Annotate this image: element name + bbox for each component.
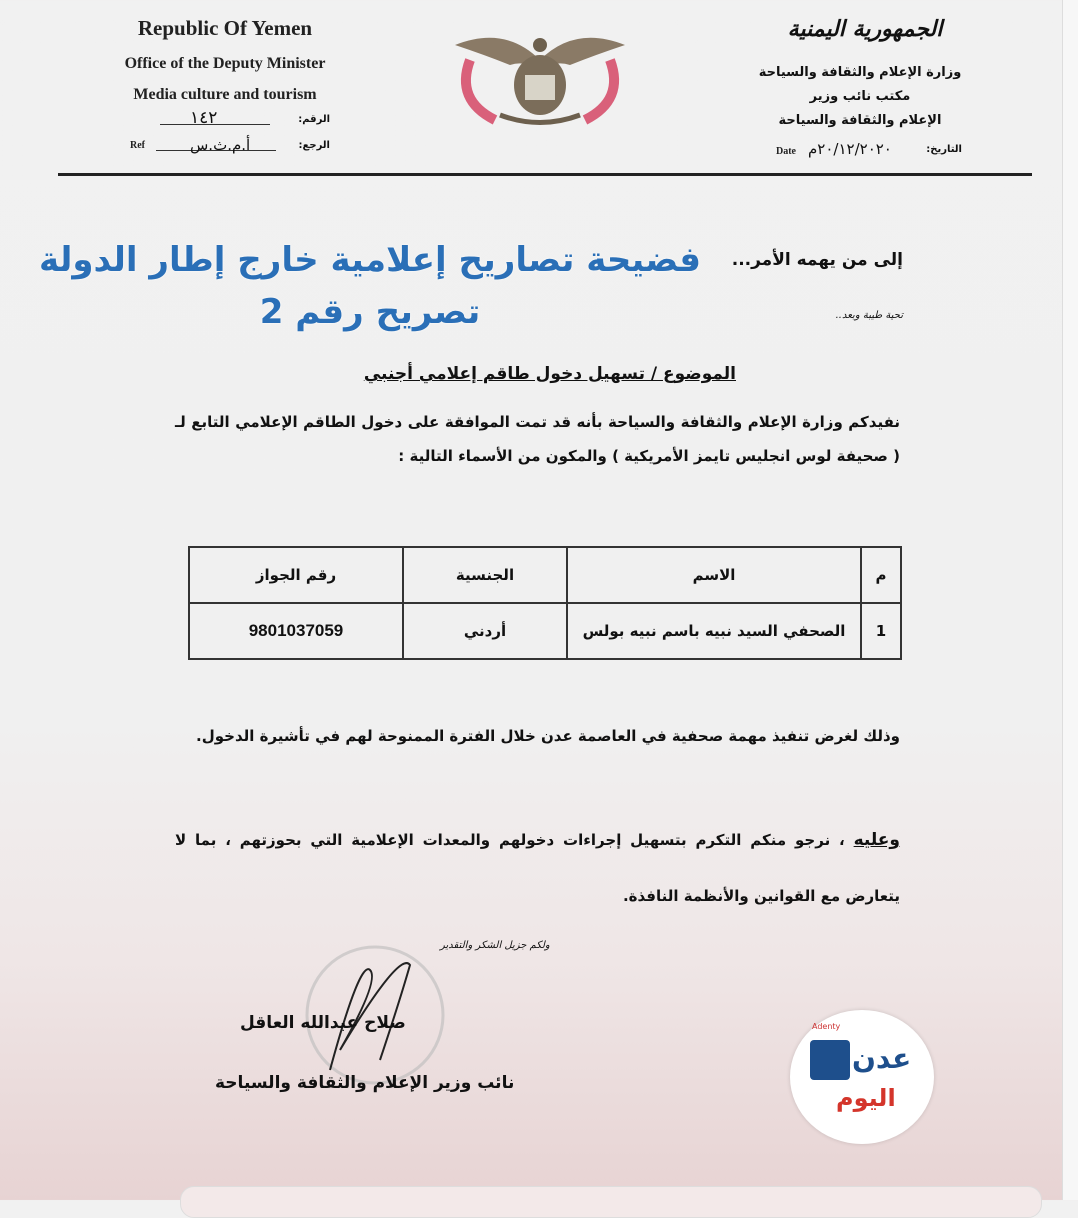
paragraph-approval: نفيدكم وزارة الإعلام والثقافة والسياحة بأنه قد تمت الموافقة على دخول الطاقم الإعلامي التابع لـ ( صحيفة لوس انجليس تايمز الأمريكية ) والمكون من الأسماء التالية : (175, 413, 900, 465)
signatory-title: نائب وزير الإعلام والثقافة والسياحة (215, 1073, 515, 1093)
ref-value: أ.م.ث.س (190, 136, 251, 154)
col-header-index: م (861, 547, 901, 603)
logo-small-text: Adenty (812, 1022, 841, 1031)
date-label: التاريخ: (926, 144, 962, 155)
overlay-title-line1: فضيحة تصاريح إعلامية خارج إطار الدولة (38, 240, 702, 280)
paragraph-request (175, 812, 900, 924)
col-header-passport: رقم الجواز (189, 547, 403, 603)
col-header-name: الاسم (567, 547, 861, 603)
page-edge (1062, 0, 1078, 1200)
request-lead: وعليه (853, 830, 900, 850)
paragraph-purpose: وذلك لغرض تنفيذ مهمة صحفية في العاصمة عدن خلال الفترة الممنوحة لهم في تأشيرة الدخول. (196, 727, 900, 745)
ref-field (130, 138, 330, 158)
date-value: ٢٠/١٢/٢٠٢٠م (808, 140, 892, 158)
yemen-emblem-icon (445, 20, 635, 130)
signatory-name: صلاح عبدالله العاقل (240, 1013, 406, 1033)
header-en-line2: Office of the Deputy Minister (124, 55, 326, 72)
aden-alyoum-logo (790, 1010, 934, 1144)
header-ar-line4: الإعلام والثقافة والسياحة (778, 113, 942, 128)
header-en-line1: Republic Of Yemen (137, 16, 313, 40)
logo-line2: اليوم (836, 1084, 896, 1112)
header-ar-line3: مكتب نائب وزير (809, 89, 911, 104)
ref-en-label: Ref (130, 140, 145, 151)
date-en-label: Date (776, 146, 796, 157)
ref-number-field (160, 108, 330, 132)
request-text: ، نرجو منكم التكرم بتسهيل إجراءات دخولهم والمعدات الإعلامية التي بحوزتهم ، بما لا يتعارض مع القوانين والأنظمة النافذة. (175, 831, 900, 905)
logo-line1: عدن (852, 1042, 912, 1075)
cell-nationality: أردني (403, 603, 567, 659)
header-ar-line2: وزارة الإعلام والثقافة والسياحة (758, 65, 962, 80)
col-header-nationality: الجنسية (403, 547, 567, 603)
cell-passport: 9801037059 (189, 603, 403, 659)
logo-mark-icon (810, 1040, 850, 1080)
subject: الموضوع / تسهيل دخول طاقم إعلامي أجنبي (363, 364, 736, 384)
cell-name: الصحفي السيد نبيه باسم نبيه بولس (567, 603, 861, 659)
table-header-row (189, 547, 901, 603)
header-en-line3: Media culture and tourism (133, 86, 317, 103)
greeting: تحية طيبة وبعد.. (835, 310, 903, 321)
bottom-bar (180, 1186, 1042, 1218)
header-divider (58, 173, 1032, 176)
table-row (189, 603, 901, 659)
addressee: إلى من يهمه الأمر... (731, 250, 903, 270)
cell-index: 1 (861, 603, 901, 659)
date-field (772, 140, 962, 162)
crew-table (188, 546, 902, 660)
overlay-title-line2: تصريح رقم 2 (259, 292, 481, 332)
ref-ar-label: الرجع: (298, 140, 330, 151)
closing: ولكم جزيل الشكر والتقدير (440, 940, 550, 951)
header-ar-line1: الجمهورية اليمنية (787, 16, 943, 42)
ref-number-label: الرقم: (298, 114, 330, 125)
ref-number-value: ١٤٢ (190, 108, 218, 128)
